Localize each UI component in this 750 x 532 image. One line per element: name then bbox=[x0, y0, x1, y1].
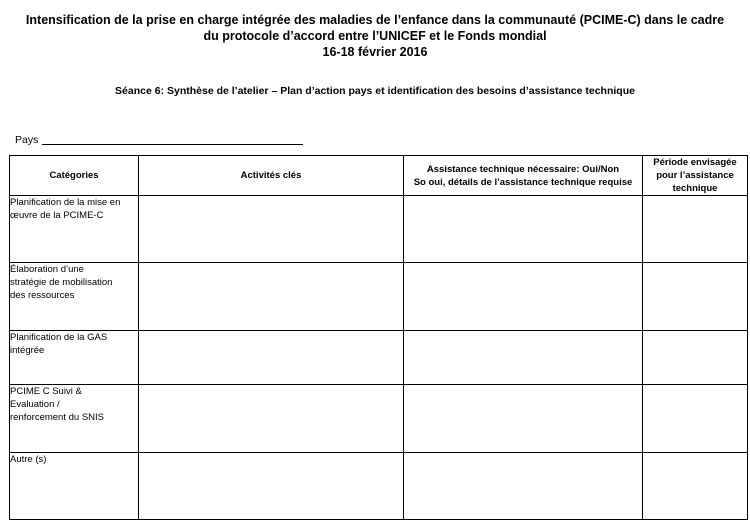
category-line: Planification de la GAS bbox=[10, 332, 108, 343]
header-activites: Activités clés bbox=[139, 156, 404, 196]
activites-cell[interactable] bbox=[139, 196, 404, 263]
periode-cell[interactable] bbox=[643, 453, 748, 520]
category-line: Autre (s) bbox=[10, 454, 47, 465]
table-row bbox=[10, 453, 748, 520]
activites-cell[interactable] bbox=[139, 453, 404, 520]
category-line: des ressources bbox=[10, 290, 75, 301]
category-line: PCIME C Suivi & bbox=[10, 386, 82, 397]
pays-field[interactable] bbox=[42, 144, 303, 145]
title-line-1: Intensification de la prise en charge intégrée des maladies de l’enfance dans la communauté (PCIME-C) dans le cadre bbox=[25, 13, 725, 27]
assistance-cell[interactable] bbox=[404, 453, 643, 520]
header-assistance-line-2: So oui, détails de l’assistance technique requise bbox=[413, 176, 633, 188]
category-line: Evaluation / bbox=[10, 399, 60, 410]
header-periode-line-2: pour l’assistance bbox=[656, 170, 734, 181]
category-cell bbox=[10, 331, 139, 385]
periode-cell[interactable] bbox=[643, 196, 748, 263]
category-cell bbox=[10, 453, 139, 520]
action-plan-table bbox=[9, 155, 748, 520]
category-cell bbox=[10, 196, 139, 263]
header-assistance-line-1: Assistance technique nécessaire: Oui/Non bbox=[426, 163, 620, 175]
category-line: Élaboration d’une bbox=[10, 264, 84, 275]
header-periode-line-1: Période envisagée bbox=[653, 157, 737, 168]
activites-cell[interactable] bbox=[139, 385, 404, 453]
header-categories: Catégories bbox=[10, 156, 139, 196]
title-line-2: du protocole d’accord entre l’UNICEF et le Fonds mondial bbox=[203, 29, 547, 43]
periode-cell[interactable] bbox=[643, 385, 748, 453]
assistance-cell[interactable] bbox=[404, 385, 643, 453]
category-line: renforcement du SNIS bbox=[10, 412, 104, 423]
title-line-3: 16-18 février 2016 bbox=[322, 45, 428, 59]
category-line: Planification de la mise en bbox=[10, 197, 121, 208]
category-line: intégrée bbox=[10, 345, 45, 356]
document-title bbox=[0, 12, 750, 60]
pays-label: Pays bbox=[15, 134, 39, 146]
periode-cell[interactable] bbox=[643, 263, 748, 331]
assistance-cell[interactable] bbox=[404, 263, 643, 331]
table-row bbox=[10, 331, 748, 385]
table-header-row bbox=[10, 156, 748, 196]
category-cell bbox=[10, 263, 139, 331]
table-row bbox=[10, 385, 748, 453]
header-assistance bbox=[404, 156, 643, 196]
periode-cell[interactable] bbox=[643, 331, 748, 385]
activites-cell[interactable] bbox=[139, 263, 404, 331]
table-row bbox=[10, 263, 748, 331]
session-subtitle: Séance 6: Synthèse de l’atelier – Plan d’action pays et identification des besoins d’assistance technique bbox=[115, 85, 635, 97]
category-cell bbox=[10, 385, 139, 453]
category-line: œuvre de la PCIME-C bbox=[10, 210, 104, 221]
activites-cell[interactable] bbox=[139, 331, 404, 385]
table-row bbox=[10, 196, 748, 263]
category-line: stratégie de mobilisation bbox=[10, 277, 113, 288]
header-periode bbox=[643, 156, 748, 196]
assistance-cell[interactable] bbox=[404, 331, 643, 385]
header-periode-line-3: technique bbox=[672, 183, 718, 194]
assistance-cell[interactable] bbox=[404, 196, 643, 263]
